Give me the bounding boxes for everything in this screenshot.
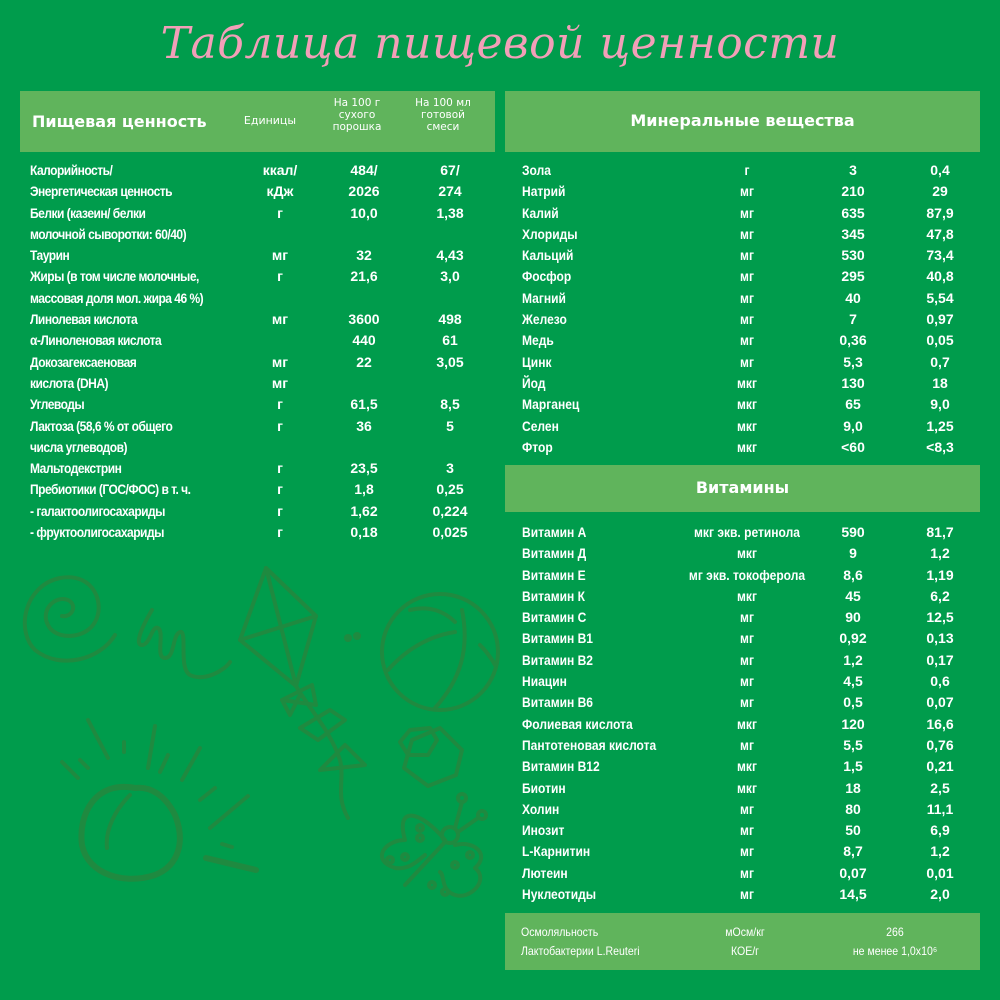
per-100g-value: 50 (845, 822, 861, 839)
per-100g-value: 0,18 (350, 524, 378, 541)
units-column-header: Единицы (243, 114, 297, 127)
nutrition-row (0, 203, 500, 224)
nutrient-name: Таурин (30, 247, 70, 264)
unit-cell: мг (740, 332, 754, 349)
nutrient-name: Витамин А (522, 524, 587, 540)
per-100ml-value: 4,43 (436, 247, 464, 264)
osmolality-value: 266 (886, 925, 904, 939)
per-100g-value: 5,3 (843, 353, 863, 370)
sun-icon (62, 720, 256, 879)
lactobacteria-name: Лактобактерии L.Reuteri (521, 944, 640, 958)
unit-cell: мг (740, 822, 754, 839)
nutrient-name: Витамин С (522, 609, 587, 626)
per-100g-value: 23,5 (350, 460, 378, 477)
nutrient-name: Нуклеотиды (522, 886, 597, 903)
nutrient-name: Пребиотики (ГОС/ФОС) в т. ч. (30, 481, 191, 498)
mineral-row (500, 288, 1000, 309)
nutrition-row (0, 245, 500, 266)
per-100ml-value: 0,25 (436, 481, 464, 498)
lactobacteria-row (505, 944, 980, 960)
nutrition-row (0, 288, 500, 309)
unit-cell: г (277, 524, 283, 541)
per-100g-value: 210 (841, 183, 865, 200)
lactobacteria-value: не менее 1,0x10⁶ (852, 944, 938, 958)
per-100ml-value: 61 (442, 332, 458, 349)
nutrition-row (0, 501, 500, 522)
per-100ml-value: 12,5 (926, 609, 954, 626)
per-100g-line3: порошка (332, 121, 382, 133)
per-100ml-column-header (408, 97, 478, 133)
unit-cell: мг (271, 374, 289, 391)
per-100ml-value: 9,0 (930, 396, 950, 413)
nutrient-name: Докозагексаеновая (30, 353, 137, 370)
unit-cell: г (277, 268, 283, 285)
per-100g-value: 65 (845, 396, 861, 413)
ball-icon (382, 594, 498, 710)
vitamin-row (500, 863, 1000, 884)
mineral-row (500, 181, 1000, 202)
unit-cell: мг (740, 630, 754, 647)
per-100ml-value: 40,8 (926, 268, 954, 285)
per-100ml-value: 0,17 (926, 651, 954, 668)
mineral-row (500, 160, 1000, 181)
nutrient-name: Лютеин (522, 864, 568, 881)
per-100g-value: 5,5 (843, 736, 863, 753)
per-100ml-value: 11,1 (926, 800, 954, 817)
per-100g-value: 45 (845, 587, 861, 604)
per-100g-value: 590 (841, 524, 865, 540)
per-100g-line2: сухого (338, 109, 376, 121)
mineral-row (500, 373, 1000, 394)
vitamin-row (500, 735, 1000, 756)
nutrient-name: Фосфор (522, 268, 572, 285)
nutrient-name: Магний (522, 289, 566, 306)
unit-cell: мг (740, 247, 754, 264)
mineral-row (500, 330, 1000, 351)
per-100ml-value: 5 (446, 417, 454, 434)
nutrition-row (0, 416, 500, 437)
per-100g-value: 0,36 (839, 332, 867, 349)
vitamin-row (500, 628, 1000, 649)
per-100ml-value: 0,025 (432, 524, 468, 541)
nutrient-name: Калий (522, 204, 559, 221)
per-100ml-line1: На 100 мл (415, 97, 471, 109)
per-100ml-value: 6,2 (930, 587, 950, 604)
mineral-row (500, 416, 1000, 437)
per-100ml-value: 2,0 (930, 886, 950, 903)
unit-cell: мкг (737, 417, 757, 434)
per-100g-value: 484/ (350, 162, 378, 178)
nutrition-row (0, 224, 500, 245)
per-100ml-value: 3,0 (440, 268, 460, 285)
nutrition-row (0, 522, 500, 543)
per-100ml-value: 0,76 (926, 736, 954, 753)
nutrient-name: Инозит (522, 822, 565, 839)
unit-cell: мг (740, 353, 754, 370)
vitamins-table (500, 522, 1000, 905)
per-100g-value: 4,5 (843, 673, 863, 690)
hexagon-icon (400, 728, 462, 786)
unit-cell: мкг (737, 758, 757, 775)
nutrient-name: числа углеводов) (30, 438, 127, 455)
per-100g-value: 90 (845, 609, 861, 626)
per-100g-value: 80 (845, 800, 861, 817)
per-100g-value: 8,6 (843, 566, 863, 583)
vitamin-row (500, 820, 1000, 841)
nutrient-name: Марганец (522, 396, 580, 413)
nutrient-name: Пантотеновая кислота (522, 736, 657, 753)
per-100g-column-header (325, 97, 389, 133)
per-100g-value: 1,8 (354, 481, 374, 498)
vitamin-row (500, 884, 1000, 905)
per-100g-value: <60 (841, 438, 865, 455)
nutrient-name: Кальций (522, 247, 574, 264)
osmolality-row (505, 925, 980, 941)
nutrition-row (0, 437, 500, 458)
per-100g-value: 2026 (348, 183, 380, 200)
per-100g-value: 36 (356, 417, 372, 434)
nutrition-header (20, 91, 495, 152)
per-100ml-value: <8,3 (926, 438, 954, 455)
nutrient-name: Витамин К (522, 587, 585, 604)
nutrient-name: Витамин В1 (522, 630, 594, 647)
per-100g-value: 530 (841, 247, 865, 264)
vitamin-row (500, 671, 1000, 692)
vitamins-header (505, 465, 980, 512)
per-100ml-value: 1,38 (436, 204, 464, 221)
per-100ml-value: 0,7 (930, 353, 950, 370)
unit-cell: мг (740, 204, 754, 221)
unit-cell: мг (740, 311, 754, 328)
vitamin-row (500, 522, 1000, 543)
osmolality-unit: мОсм/кг (725, 925, 765, 939)
nutrition-row (0, 394, 500, 415)
unit-cell: мг экв. токоферола (688, 566, 806, 583)
unit-cell: г (277, 396, 283, 413)
per-100ml-value: 18 (932, 374, 948, 391)
vitamin-row (500, 692, 1000, 713)
nutrition-row (0, 458, 500, 479)
nutrition-header-label: Пищевая ценность (32, 112, 207, 131)
per-100ml-value: 6,9 (930, 822, 950, 839)
nutrient-name: массовая доля мол. жира 46 %) (30, 289, 204, 306)
unit-cell: г (277, 417, 283, 434)
unit-cell: мг (740, 225, 754, 242)
per-100ml-value: 2,5 (930, 779, 950, 796)
per-100ml-value: 47,8 (926, 225, 954, 242)
per-100g-value: 130 (841, 374, 865, 391)
per-100g-value: 10,0 (350, 204, 378, 221)
nutrient-name: Витамин В6 (522, 694, 594, 711)
unit-cell: кДж (266, 183, 294, 200)
nutrient-name: Мальтодекстрин (30, 460, 122, 477)
per-100ml-value: 73,4 (926, 247, 954, 264)
minerals-header-label: Минеральные вещества (630, 111, 855, 130)
per-100ml-value: 1,19 (926, 566, 954, 583)
unit-cell: мг (740, 736, 754, 753)
unit-cell: мг (740, 800, 754, 817)
mineral-row (500, 266, 1000, 287)
per-100ml-value: 0,05 (926, 332, 954, 349)
nutrient-name: Биотин (522, 779, 566, 796)
per-100ml-value: 87,9 (926, 204, 954, 221)
mineral-row (500, 352, 1000, 373)
per-100ml-value: 67/ (440, 162, 460, 178)
vitamin-row (500, 543, 1000, 564)
per-100g-value: 22 (356, 353, 372, 370)
per-100g-value: 18 (845, 779, 861, 796)
vitamin-row (500, 650, 1000, 671)
mineral-row (500, 309, 1000, 330)
nutrition-table (0, 160, 500, 543)
per-100ml-value: 0,01 (926, 864, 954, 881)
per-100ml-value: 16,6 (926, 715, 954, 732)
per-100g-value: 0,07 (839, 864, 867, 881)
unit-cell: ккал/ (262, 162, 298, 178)
unit-cell: мг (740, 651, 754, 668)
vitamins-header-label: Витамины (695, 478, 790, 497)
vitamin-row (500, 778, 1000, 799)
squiggle-icon (139, 610, 230, 677)
mineral-row (500, 245, 1000, 266)
per-100ml-value: 0,4 (930, 162, 950, 178)
unit-cell: мкг (737, 779, 757, 796)
unit-cell: мг (740, 268, 754, 285)
unit-cell: мкг экв. ретинола (694, 524, 800, 540)
page-title: Таблица пищевой ценности (160, 18, 840, 69)
mineral-row (500, 394, 1000, 415)
nutrient-name: Жиры (в том числе молочные, (30, 268, 199, 285)
unit-cell: мг (740, 673, 754, 690)
vitamin-row (500, 841, 1000, 862)
nutrient-name: Фтор (522, 438, 553, 455)
nutrient-name: Линолевая кислота (30, 311, 138, 328)
vitamin-row (500, 756, 1000, 777)
per-100g-value: 0,92 (839, 630, 867, 647)
minerals-header (505, 91, 980, 152)
osmolality-name: Осмоляльность (521, 925, 599, 939)
lactobacteria-unit: КОЕ/г (730, 944, 760, 958)
per-100ml-value: 498 (438, 311, 462, 328)
vitamin-row (500, 565, 1000, 586)
per-100ml-value: 3 (446, 460, 454, 477)
nutrition-row (0, 266, 500, 287)
unit-cell: мкг (737, 545, 757, 562)
nutrient-name: Лактоза (58,6 % от общего (30, 417, 173, 434)
nutrient-name: L-Карнитин (522, 843, 591, 860)
per-100ml-value: 81,7 (926, 524, 954, 540)
per-100g-value: 8,7 (843, 843, 863, 860)
nutrition-row (0, 330, 500, 351)
nutrient-name: молочной сыворотки: 60/40) (30, 225, 187, 242)
nutrient-name: Энергетическая ценность (30, 183, 173, 200)
per-100g-value: 1,5 (843, 758, 863, 775)
unit-cell: мг (740, 864, 754, 881)
per-100g-value: 295 (841, 268, 865, 285)
nutrient-name: Селен (522, 417, 559, 434)
mineral-row (500, 203, 1000, 224)
per-100g-value: 0,5 (843, 694, 863, 711)
nutrition-row (0, 309, 500, 330)
vitamin-row (500, 799, 1000, 820)
nutrient-name: Железо (522, 311, 567, 328)
per-100g-value: 120 (841, 715, 865, 732)
nutrient-name: Витамин В2 (522, 651, 594, 668)
unit-cell: мг (740, 843, 754, 860)
per-100g-value: 9,0 (843, 417, 863, 434)
per-100g-value: 14,5 (839, 886, 867, 903)
nutrient-name: Витамин В12 (522, 758, 600, 775)
per-100ml-value: 29 (932, 183, 948, 200)
nutrient-name: - фруктоолигосахариды (30, 524, 164, 541)
per-100ml-value: 5,54 (926, 289, 954, 306)
nutrient-name: Ниацин (522, 673, 567, 690)
per-100g-value: 345 (841, 225, 865, 242)
per-100g-value: 3 (849, 162, 857, 178)
per-100ml-value: 0,07 (926, 694, 954, 711)
mineral-row (500, 224, 1000, 245)
kite-icon (240, 568, 365, 818)
per-100ml-value: 0,224 (432, 502, 468, 519)
per-100g-value: 440 (352, 332, 376, 349)
nutrient-name: Йод (522, 374, 546, 391)
per-100ml-value: 0,6 (930, 673, 950, 690)
decorative-doodles (0, 550, 510, 950)
footer-box (505, 913, 980, 970)
per-100g-value: 635 (841, 204, 865, 221)
per-100ml-value: 1,25 (926, 417, 954, 434)
per-100g-value: 21,6 (350, 268, 378, 285)
nutrient-name: - галактоолигосахариды (30, 502, 165, 519)
per-100ml-value: 1,2 (930, 843, 950, 860)
unit-cell: мкг (737, 715, 757, 732)
nutrition-row (0, 479, 500, 500)
nutrient-name: Холин (522, 800, 560, 817)
per-100g-value: 1,2 (843, 651, 863, 668)
unit-cell: г (277, 204, 283, 221)
nutrition-row (0, 160, 500, 181)
nutrient-name: Цинк (522, 353, 552, 370)
per-100g-value: 7 (849, 311, 857, 328)
per-100g-value: 32 (356, 247, 372, 264)
nutrient-name: Калорийность/ (30, 162, 113, 178)
per-100ml-value: 3,05 (436, 353, 464, 370)
nutrition-row (0, 373, 500, 394)
spiral-icon (25, 577, 115, 660)
nutrient-name: Фолиевая кислота (522, 715, 633, 732)
nutrition-row (0, 352, 500, 373)
unit-cell: мг (740, 183, 754, 200)
unit-cell: г (277, 502, 283, 519)
per-100ml-value: 0,97 (926, 311, 954, 328)
per-100g-value: 1,62 (350, 502, 378, 519)
unit-cell: мкг (737, 396, 757, 413)
unit-cell: мг (271, 353, 289, 370)
nutrient-name: Углеводы (30, 396, 85, 413)
nutrient-name: Белки (казеин/ белки (30, 204, 146, 221)
nutrient-name: Зола (522, 162, 551, 178)
nutrient-name: Витамин Д (522, 545, 587, 562)
vitamin-row (500, 586, 1000, 607)
mineral-row (500, 437, 1000, 458)
nutrient-name: α-Линоленовая кислота (30, 332, 162, 349)
unit-cell: мг (271, 247, 289, 264)
nutrient-name: Витамин Е (522, 566, 586, 583)
unit-cell: мкг (737, 374, 757, 391)
per-100g-value: 40 (845, 289, 861, 306)
unit-cell: мг (740, 694, 754, 711)
unit-cell: мкг (737, 587, 757, 604)
per-100g-line1: На 100 г (333, 97, 381, 109)
vitamin-row (500, 607, 1000, 628)
unit-cell: г (744, 162, 750, 178)
unit-cell: мг (740, 609, 754, 626)
per-100ml-value: 8,5 (440, 396, 460, 413)
minerals-table (500, 160, 1000, 458)
vitamin-row (500, 714, 1000, 735)
per-100ml-value: 274 (438, 183, 462, 200)
per-100ml-value: 1,2 (930, 545, 950, 562)
per-100ml-value: 0,21 (926, 758, 954, 775)
per-100g-value: 3600 (348, 311, 380, 328)
nutrient-name: Хлориды (522, 225, 578, 242)
unit-cell: мг (271, 311, 289, 328)
unit-cell: г (277, 460, 283, 477)
butterfly-icon (382, 794, 486, 896)
per-100ml-value: 0,13 (926, 630, 954, 647)
unit-cell: мг (740, 886, 754, 903)
nutrient-name: Натрий (522, 183, 566, 200)
nutrition-row (0, 181, 500, 202)
per-100g-value: 9 (849, 545, 857, 562)
nutrient-name: Медь (522, 332, 554, 349)
unit-cell: мг (740, 289, 754, 306)
per-100ml-line2: готовой (421, 109, 465, 121)
unit-cell: г (277, 481, 283, 498)
per-100ml-line3: смеси (426, 121, 460, 133)
nutrient-name: кислота (DHA) (30, 374, 109, 391)
per-100g-value: 61,5 (350, 396, 378, 413)
unit-cell: мкг (737, 438, 757, 455)
